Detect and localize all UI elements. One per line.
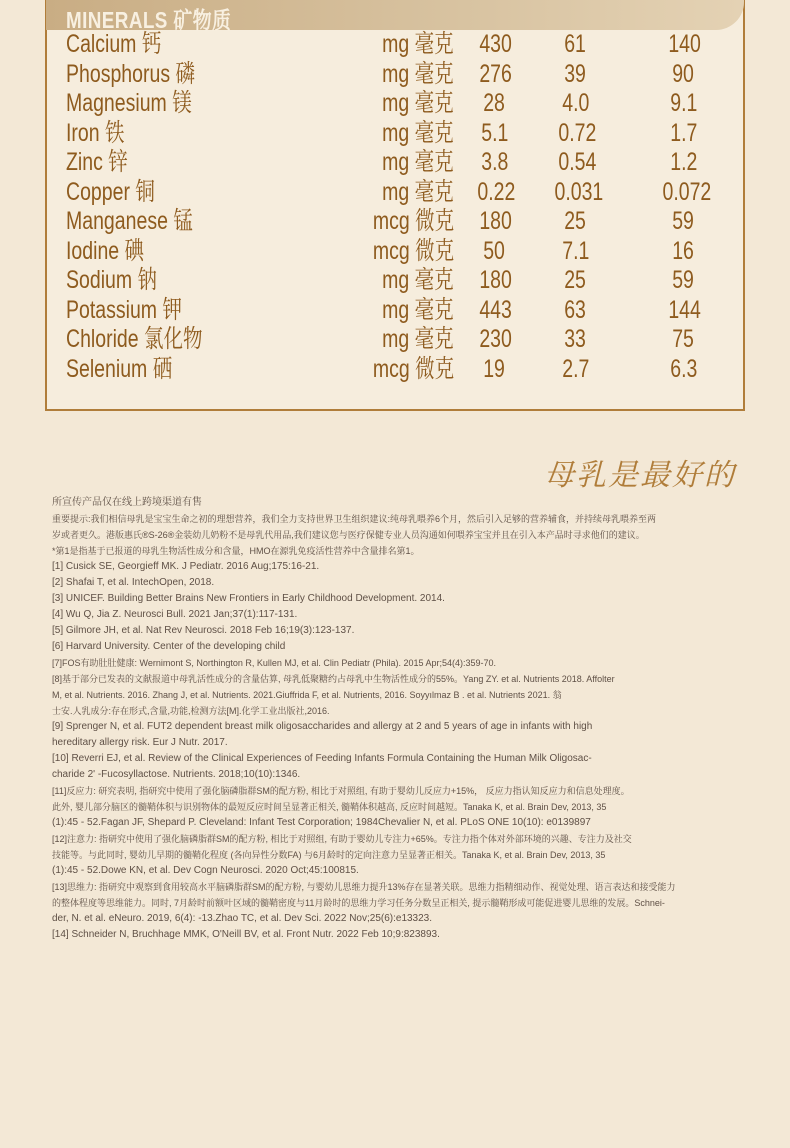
footnote-line: [14] Schneider N, Bruchhage MMK, O'Neill BV, et al. Front Nutr. 2022 Feb 10;9:823893. — [52, 929, 440, 940]
mineral-value-2: 4.0 — [562, 89, 590, 117]
mineral-unit: mg 毫克 — [382, 89, 454, 117]
mineral-value-2: 39 — [564, 60, 586, 88]
footnote-line: [3] UNICEF. Building Better Brains New Frontiers in Early Childhood Development. 2014. — [52, 593, 445, 604]
footnote-line: 重要提示:我们相信母乳是宝宝生命之初的理想营养，我们全力支持世界卫生组织建议:纯母乳喂养6个月，然后引入足够的营养辅食，并持续母乳喂养至两 — [52, 514, 657, 524]
mineral-value-3-cell — [672, 265, 705, 295]
mineral-value-3-cell — [670, 147, 711, 177]
mineral-value-3-cell — [670, 354, 711, 384]
mineral-value-3: 0.072 — [662, 178, 712, 206]
mineral-name: Iron 铁 — [66, 119, 125, 147]
mineral-value-2: 25 — [564, 207, 586, 235]
mineral-row — [0, 206, 790, 236]
mineral-row — [0, 236, 790, 266]
footnote-line: 此外, 婴儿部分脑区的髓鞘体积与识别物体的最短反应时间呈显著正相关, 髓鞘体积越高, 反应时间越短。Tanaka K, et al. Brain Dev, 2013, 35 — [52, 802, 607, 812]
mineral-name: Zinc 锌 — [66, 148, 128, 176]
footnote-line: [5] Gilmore JH, et al. Nat Rev Neurosci. 2018 Feb 16;19(3):123-137. — [52, 625, 355, 636]
mineral-value-3-cell — [670, 118, 711, 148]
mineral-value-1: 180 — [479, 207, 512, 235]
mineral-value-1-cell — [483, 354, 516, 384]
mineral-value-2: 0.031 — [554, 178, 604, 206]
mineral-value-2: 2.7 — [562, 355, 590, 383]
mineral-value-1: 5.1 — [481, 119, 509, 147]
footnote-line: [11]反应力: 研究表明, 指研究中使用了强化脑磷脂群SM的配方粉, 相比于对照组, 有助于婴幼儿反应力+15%， 反应力指认知反应力和信息处理度。 — [52, 786, 630, 796]
mineral-value-1-cell — [481, 147, 522, 177]
mineral-value-2-cell — [564, 265, 597, 295]
mineral-unit: mcg 微克 — [372, 355, 454, 383]
mineral-value-1: 50 — [483, 237, 505, 265]
signature-text: 母乳是最好的 — [544, 458, 736, 493]
mineral-value-2: 7.1 — [562, 237, 590, 265]
mineral-name: Magnesium 镁 — [66, 89, 192, 117]
footnote-line: [13]思维力: 指研究中观察到食用较高水平脑磷脂群SM的配方粉, 与婴幼儿思维力提升13%存在显著关联。思维力指精细动作、视觉处理、语言表达和接受能力 — [52, 882, 676, 892]
footnote-line: [2] Shafai T, et al. IntechOpen, 2018. — [52, 577, 215, 588]
footnote-line: [10] Reverri EJ, et al. Review of the Clinical Experiences of Feeding Infants Formula Containing the Human Milk Oligosac- — [52, 753, 592, 764]
mineral-value-3: 59 — [672, 207, 694, 235]
footnote-line: [4] Wu Q, Jia Z. Neurosci Bull. 2021 Jan;37(1):117-131. — [52, 609, 298, 620]
footnote-line: [8]基于部分已发表的文献报道中母乳活性成分的含量估算, 母乳低聚糖约占母乳中生物活性成分的55%。Yang ZY. et al. Nutrients 2018. Affolter — [52, 674, 615, 684]
mineral-value-3: 6.3 — [670, 355, 698, 383]
footnote-line: 技能等。与此同时, 婴幼儿早期的髓鞘化程度 (各向异性分数FA) 与6月龄时的定向注意力呈显著正相关。Tanaka K, et al. Brain Dev, 2013, 35 — [52, 850, 606, 860]
mineral-value-2-cell — [562, 354, 603, 384]
mineral-name: Manganese 锰 — [66, 207, 193, 235]
footnote-line: charide 2' -Fucosyllactose. Nutrients. 2018;10(10):1346. — [52, 769, 301, 780]
mineral-row — [0, 265, 790, 295]
mineral-row — [0, 295, 790, 325]
mineral-value-2-cell — [558, 147, 615, 177]
mineral-unit: mg 毫克 — [382, 325, 454, 353]
footnote-line: [9] Sprenger N, et al. FUT2 dependent breast milk oligosaccharides and allergy at 2 and 5 years of age in infants with high — [52, 721, 593, 732]
mineral-value-1-cell — [479, 59, 529, 89]
footnote-line: *第1是指基于已报道的母乳生物活性成分和含量，HMO在源乳免疫活性营养中含量排名第1。 — [52, 546, 420, 556]
mineral-value-3-cell — [672, 206, 705, 236]
mineral-value-2-cell — [564, 59, 597, 89]
mineral-name: Iodine 碘 — [66, 237, 145, 265]
mineral-unit: mg 毫克 — [382, 60, 454, 88]
mineral-value-2: 0.72 — [558, 119, 597, 147]
mineral-value-3-cell — [668, 29, 718, 59]
mineral-value-2: 0.54 — [558, 148, 597, 176]
mineral-value-1: 180 — [479, 266, 512, 294]
mineral-row — [0, 59, 790, 89]
mineral-row — [0, 88, 790, 118]
mineral-name: Selenium 硒 — [66, 355, 173, 383]
footnote-line: 所宣传产品仅在线上跨境渠道有售 — [52, 497, 202, 508]
mineral-value-3: 90 — [672, 60, 694, 88]
mineral-value-1: 28 — [483, 89, 505, 117]
mineral-value-3: 59 — [672, 266, 694, 294]
mineral-value-3-cell — [670, 88, 711, 118]
mineral-name: Potassium 钾 — [66, 296, 182, 324]
mineral-name: Phosphorus 磷 — [66, 60, 195, 88]
mineral-value-3-cell — [672, 236, 705, 266]
mineral-value-3: 1.7 — [670, 119, 698, 147]
mineral-unit: mcg 微克 — [372, 207, 454, 235]
mineral-row — [0, 324, 790, 354]
mineral-value-1-cell — [479, 324, 529, 354]
mineral-value-1-cell — [479, 29, 529, 59]
mineral-value-1-cell — [479, 206, 529, 236]
mineral-value-1-cell — [483, 236, 516, 266]
mineral-value-2-cell — [564, 29, 597, 59]
mineral-value-3: 144 — [668, 296, 701, 324]
footnote-line: (1):45 - 52.Fagan JF, Shepard P. Cleveland: Infant Test Corporation; 1984Chevalier N, et al. PLoS ONE 10(10): e0139897 — [52, 817, 591, 828]
mineral-unit: mg 毫克 — [382, 119, 454, 147]
mineral-value-2: 61 — [564, 30, 586, 58]
mineral-unit: mg 毫克 — [382, 296, 454, 324]
mineral-name: Chloride 氯化物 — [66, 325, 203, 353]
mineral-row — [0, 147, 790, 177]
footnote-line: M, et al. Nutrients. 2016. Zhang J, et al. Nutrients. 2021.Giuffrida F, et al. Nutrients, 2016. Soyyılmaz B . et al. Nutrients 2021. 翁 — [52, 690, 562, 700]
footnote-line: [12]注意力: 指研究中使用了强化脑磷脂群SM的配方粉, 相比于对照组, 有助于婴幼儿专注力+65%。专注力指个体对外部环境的兴趣、专注力及社交 — [52, 834, 632, 844]
mineral-value-1: 3.8 — [481, 148, 509, 176]
mineral-value-1: 276 — [479, 60, 512, 88]
mineral-value-1-cell — [477, 177, 534, 207]
mineral-value-3-cell — [672, 59, 705, 89]
mineral-value-2-cell — [564, 324, 597, 354]
mineral-value-2: 63 — [564, 296, 586, 324]
mineral-value-3-cell — [668, 295, 718, 325]
mineral-value-3: 140 — [668, 30, 701, 58]
footnote-line: [6] Harvard University. Center of the developing child — [52, 641, 286, 652]
mineral-value-1-cell — [479, 295, 529, 325]
mineral-unit: mg 毫克 — [382, 266, 454, 294]
mineral-value-3-cell — [672, 324, 705, 354]
mineral-row — [0, 118, 790, 148]
mineral-value-1: 0.22 — [477, 178, 516, 206]
mineral-value-1: 430 — [479, 30, 512, 58]
mineral-unit: mcg 微克 — [372, 237, 454, 265]
footnote-line: der, N. et al. eNeuro. 2019, 6(4): -13.Zhao TC, et al. Dev Sci. 2022 Nov;25(6):e13323. — [52, 913, 433, 924]
mineral-value-2-cell — [564, 295, 597, 325]
mineral-unit: mg 毫克 — [382, 30, 454, 58]
mineral-name: Copper 铜 — [66, 178, 155, 206]
mineral-value-2-cell — [562, 236, 603, 266]
footnote-line: hereditary allergy risk. Eur J Nutr. 2017. — [52, 737, 228, 748]
mineral-value-1-cell — [483, 88, 516, 118]
mineral-row — [0, 29, 790, 59]
mineral-value-3-cell — [662, 177, 736, 207]
mineral-row — [0, 177, 790, 207]
mineral-value-1-cell — [479, 265, 529, 295]
mineral-value-2: 25 — [564, 266, 586, 294]
footnotes — [52, 495, 752, 943]
mineral-value-1-cell — [481, 118, 522, 148]
mineral-value-2: 33 — [564, 325, 586, 353]
mineral-unit: mg 毫克 — [382, 178, 454, 206]
mineral-value-3: 16 — [672, 237, 694, 265]
footnote-line: 岁或者更久。港版惠氏®S-26®金装幼儿奶粉不是母乳代用品,我们建议您与医疗保健专业人员沟通如何喂养宝宝并且在引入本产品时寻求他们的建议。 — [52, 530, 645, 540]
mineral-value-1: 19 — [483, 355, 505, 383]
section-title: MINERALS 矿物质 — [66, 7, 232, 33]
mineral-value-2-cell — [558, 118, 615, 148]
mineral-value-1: 443 — [479, 296, 512, 324]
mineral-row — [0, 354, 790, 384]
footnote-line: 士安.人乳成分:存在形式,含量,功能,检测方法[M].化学工业出版社,2016. — [52, 706, 330, 716]
mineral-value-3: 75 — [672, 325, 694, 353]
footnote-line: [1] Cusick SE, Georgieff MK. J Pediatr. 2016 Aug;175:16-21. — [52, 561, 320, 572]
mineral-value-2-cell — [564, 206, 597, 236]
mineral-value-1: 230 — [479, 325, 512, 353]
signature-calligraphy — [540, 447, 750, 499]
footnote-line: [7]FOS有助肚肚健康: Wernimont S, Northington R, Kullen MJ, et al. Clin Pediatr (Phila). 2015 Apr;54(4):359-70. — [52, 658, 497, 668]
mineral-value-3: 1.2 — [670, 148, 698, 176]
footnote-line: 的整体程度等思维能力。同时, 7月龄时前额叶区域的髓鞘密度与11月龄时的思维力学习任务分数呈正相关, 提示髓鞘形成可能促进婴儿思维的发展。Schnei- — [52, 898, 665, 908]
mineral-name: Calcium 钙 — [66, 30, 162, 58]
mineral-unit: mg 毫克 — [382, 148, 454, 176]
mineral-value-2-cell — [562, 88, 603, 118]
mineral-value-3: 9.1 — [670, 89, 698, 117]
footnote-line: (1):45 - 52.Dowe KN, et al. Dev Cogn Neurosci. 2020 Oct;45:100815. — [52, 865, 359, 876]
mineral-value-2-cell — [554, 177, 628, 207]
mineral-name: Sodium 钠 — [66, 266, 158, 294]
